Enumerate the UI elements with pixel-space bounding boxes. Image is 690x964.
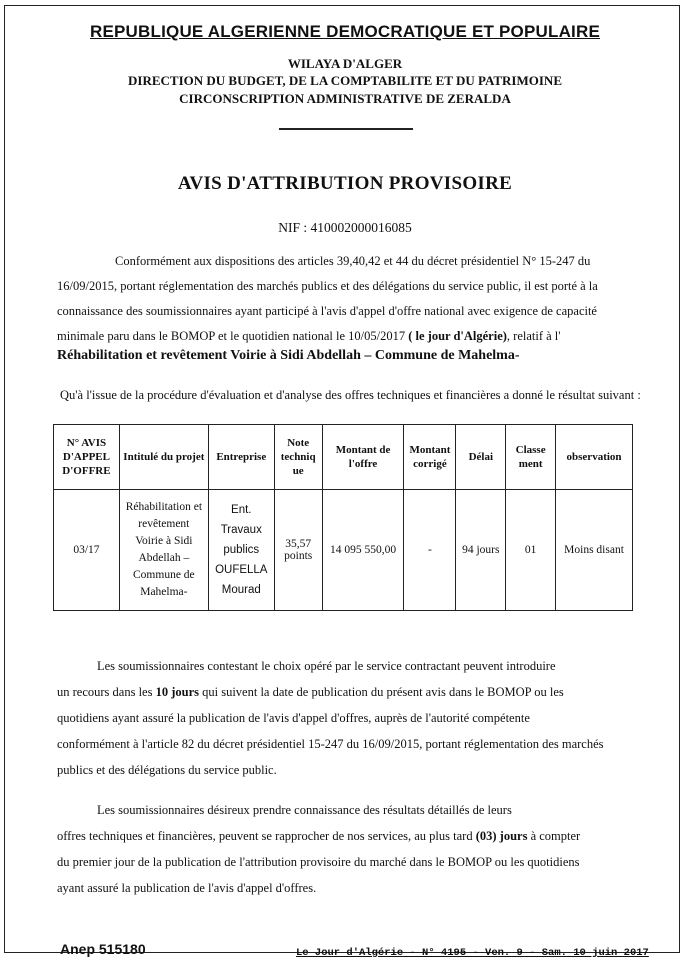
cell-intitule: Réhabilitation et revêtement Voirie à Sidi Abdellah – Commune de Mahelma-: [119, 490, 208, 611]
consultation-paragraph: [57, 797, 580, 901]
wilaya-heading: WILAYA D'ALGER: [287, 56, 403, 71]
intro-text: minimale paru dans le BOMOP et le quotidien national le 10/05/2017: [57, 329, 409, 343]
recours-paragraph: [57, 653, 604, 783]
table-row: [54, 490, 633, 611]
cell-corrige: -: [404, 490, 456, 611]
cell-entreprise: Ent. Travaux publics OUFELLA Mourad: [208, 490, 274, 611]
consultation-line: [57, 823, 580, 849]
header-divider: [279, 128, 413, 130]
col-header-montant: Montant de l'offre: [322, 425, 404, 490]
col-header-classement: Classe ment: [506, 425, 556, 490]
direction-heading: DIRECTION DU BUDGET, DE LA COMPTABILITE ET DU PATRIMOINE: [128, 73, 562, 88]
cell-montant: 14 095 550,00: [322, 490, 404, 611]
notice-title: AVIS D'ATTRIBUTION PROVISOIRE: [177, 173, 513, 194]
nif-number: NIF : 410002000016085: [278, 220, 412, 235]
cell-delai: 94 jours: [456, 490, 506, 611]
cell-num: 03/17: [54, 490, 120, 611]
circonscription-heading: CIRCONSCRIPTION ADMINISTRATIVE DE ZERALDA: [179, 91, 511, 106]
col-header-note: Note techniq ue: [274, 425, 322, 490]
journal-footer: Le Jour d'Algérie - N° 4195 - Ven. 9 - Sam. 10 juin 2017: [296, 947, 649, 959]
consultation-text: offres techniques et financières, peuvent se rapprocher de nos services, au plus tard: [57, 829, 476, 843]
cell-classement: 01: [506, 490, 556, 611]
recours-line: Les soumissionnaires contestant le choix opéré par le service contractant peuvent introduire: [97, 659, 556, 673]
col-header-num: N° AVIS D'APPEL D'OFFRE: [54, 425, 120, 490]
consultation-text: à compter: [527, 829, 581, 843]
results-table: [53, 424, 633, 611]
consultation-deadline: (03) jours: [475, 829, 528, 843]
col-header-observation: observation: [556, 425, 633, 490]
anep-reference: Anep 515180: [60, 941, 146, 957]
table-header-row: [54, 425, 633, 490]
intro-line: 16/09/2015, portant réglementation des marchés publics et des délégations du service public, il est porté à la: [57, 279, 598, 293]
col-header-intitule: Intitulé du projet: [119, 425, 208, 490]
recours-text: qui suivent la date de publication du présent avis dans le BOMOP ou les: [199, 685, 564, 699]
col-header-entreprise: Entreprise: [208, 425, 274, 490]
col-header-delai: Délai: [456, 425, 506, 490]
intro-line: [57, 324, 677, 349]
cell-note: 35,57 points: [274, 490, 322, 611]
project-title: Réhabilitation et revêtement Voirie à Sidi Abdellah – Commune de Mahelma-: [57, 348, 520, 363]
intro-text: , relatif à l': [506, 329, 561, 343]
consultation-line: ayant assuré la publication de l'avis d'appel d'offres.: [57, 881, 317, 895]
recours-line: publics et des délégations du service public.: [57, 763, 277, 777]
intro-line: connaissance des soumissionnaires ayant participé à l'avis d'appel d'offre national avec exigence de capacité: [57, 304, 597, 318]
consultation-line: du premier jour de la publication de l'attribution provisoire du marché dans le BOMOP ou les quotidiens: [57, 855, 580, 869]
intro-paragraph: [57, 249, 677, 349]
consultation-line: Les soumissionnaires désireux prendre connaissance des résultats détaillés de leurs: [97, 803, 512, 817]
intro-line: Conformément aux dispositions des articles 39,40,42 et 44 du décret présidentiel N° 15-247 du: [115, 254, 591, 268]
recours-line: quotidiens ayant assuré la publication de l'avis d'appel d'offres, auprès de l'autorité compétente: [57, 711, 530, 725]
cell-observation: Moins disant: [556, 490, 633, 611]
recours-line: conformément à l'article 82 du décret présidentiel 15-247 du 16/09/2015, portant réglementation des marchés: [57, 737, 604, 751]
result-intro: Qu'à l'issue de la procédure d'évaluation et d'analyse des offres techniques et financières a donné le résultat suivant :: [60, 388, 641, 402]
newspaper-name: ( le jour d'Algérie): [408, 329, 507, 343]
col-header-corrige: Montant corrigé: [404, 425, 456, 490]
republic-heading: REPUBLIQUE ALGERIENNE DEMOCRATIQUE ET POPULAIRE: [90, 22, 600, 41]
recours-text: un recours dans les: [57, 685, 156, 699]
recours-deadline: 10 jours: [155, 685, 199, 699]
recours-line: [57, 679, 604, 705]
